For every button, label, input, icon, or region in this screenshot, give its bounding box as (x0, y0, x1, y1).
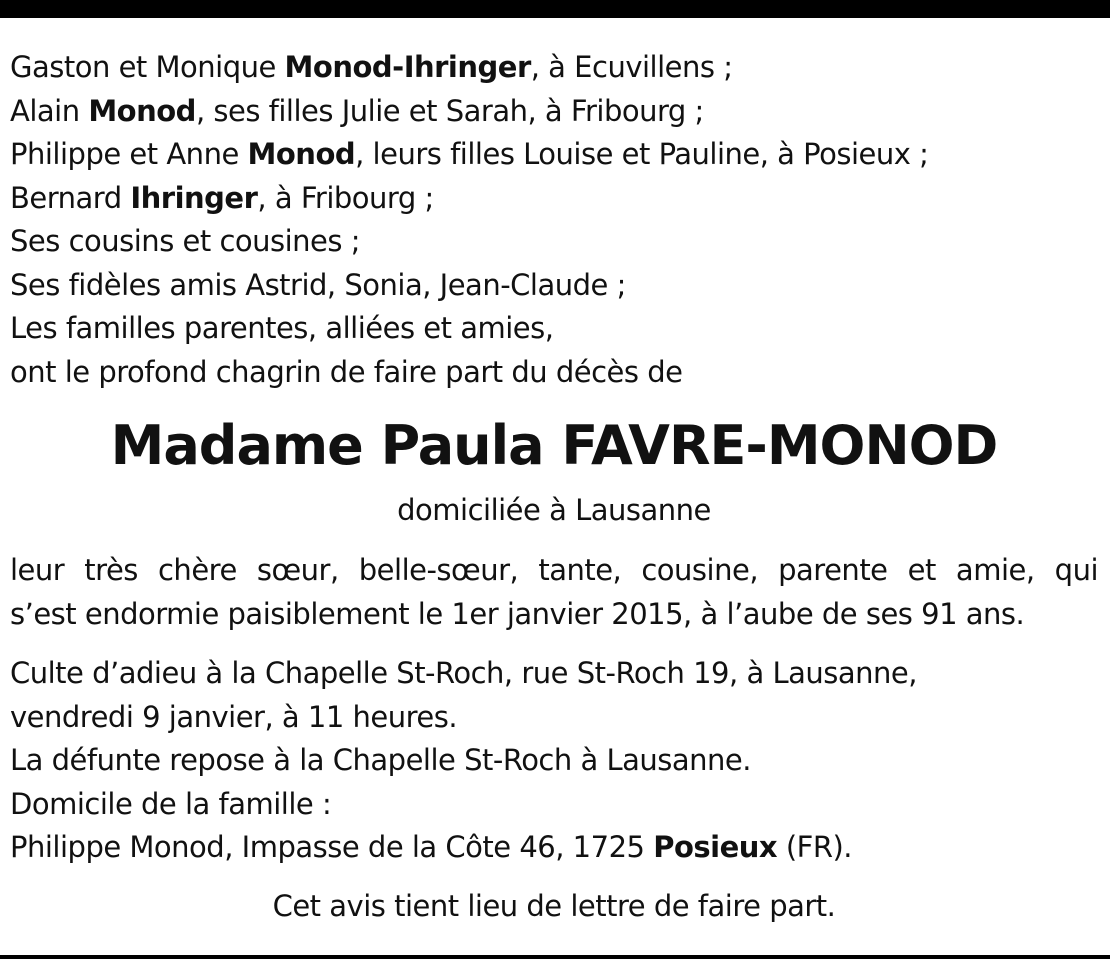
closing-statement: Cet avis tient lieu de lettre de faire part. (272, 888, 836, 923)
mourner-line (10, 90, 1098, 134)
relationship-line: leur très chère sœur, belle-sœur, tante, cousine, parente et amie, qui (10, 553, 1098, 587)
address-canton: (FR). (777, 830, 853, 864)
relationship-paragraph (10, 548, 1098, 636)
top-border-rule (0, 0, 1110, 18)
viewing-location: La défunte repose à la Chapelle St-Roch à Lausanne. (10, 743, 751, 777)
family-line: Les familles parentes, alliées et amies, (10, 311, 554, 345)
deceased-name: Madame Paula FAVRE-MONOD (110, 414, 998, 477)
mourner-line (10, 177, 1098, 221)
bottom-border-rule (0, 955, 1110, 959)
family-address (10, 826, 1098, 870)
service-location: Culte d’adieu à la Chapelle St-Roch, rue St-Roch 19, à Lausanne, (10, 656, 917, 690)
announcement-line: ont le profond chagrin de faire part du décès de (10, 354, 683, 389)
service-details (10, 652, 1098, 870)
mourner-location: , ses filles Julie et Sarah, à Fribourg ; (195, 93, 704, 128)
mourner-line (10, 133, 1098, 177)
mourner-location: , à Ecuvillens ; (530, 50, 733, 84)
mourner-line (10, 46, 1098, 90)
service-datetime: vendredi 9 janvier, à 11 heures. (10, 699, 458, 734)
mourner-surname: Monod (247, 137, 356, 171)
mourner-first-names: Bernard (10, 180, 131, 215)
family-line: Ses cousins et cousines ; (10, 224, 360, 258)
mourner-surname: Monod (88, 93, 196, 128)
mourners-list (10, 46, 1098, 394)
death-notice (10, 46, 1098, 928)
address-town: Posieux (653, 830, 778, 864)
mourner-surname: Ihringer (130, 180, 258, 215)
mourner-location: , à Fribourg ; (257, 180, 434, 215)
mourner-first-names: Philippe et Anne (10, 137, 248, 171)
mourner-first-names: Gaston et Monique (10, 50, 285, 84)
family-address-label: Domicile de la famille : (10, 786, 332, 821)
address-street: Philippe Monod, Impasse de la Côte 46, 1725 (10, 830, 654, 864)
mourner-surname: Monod-Ihringer (284, 50, 531, 84)
relationship-line: s’est endormie paisiblement le 1er janvier 2015, à l’aube de ses 91 ans. (10, 597, 1025, 631)
family-line: Ses fidèles amis Astrid, Sonia, Jean-Claude ; (10, 267, 626, 302)
mourner-first-names: Alain (10, 93, 89, 128)
deceased-block (10, 410, 1098, 532)
mourner-location: , leurs filles Louise et Pauline, à Posieux ; (355, 137, 929, 171)
deceased-residence: domiciliée à Lausanne (397, 493, 711, 527)
